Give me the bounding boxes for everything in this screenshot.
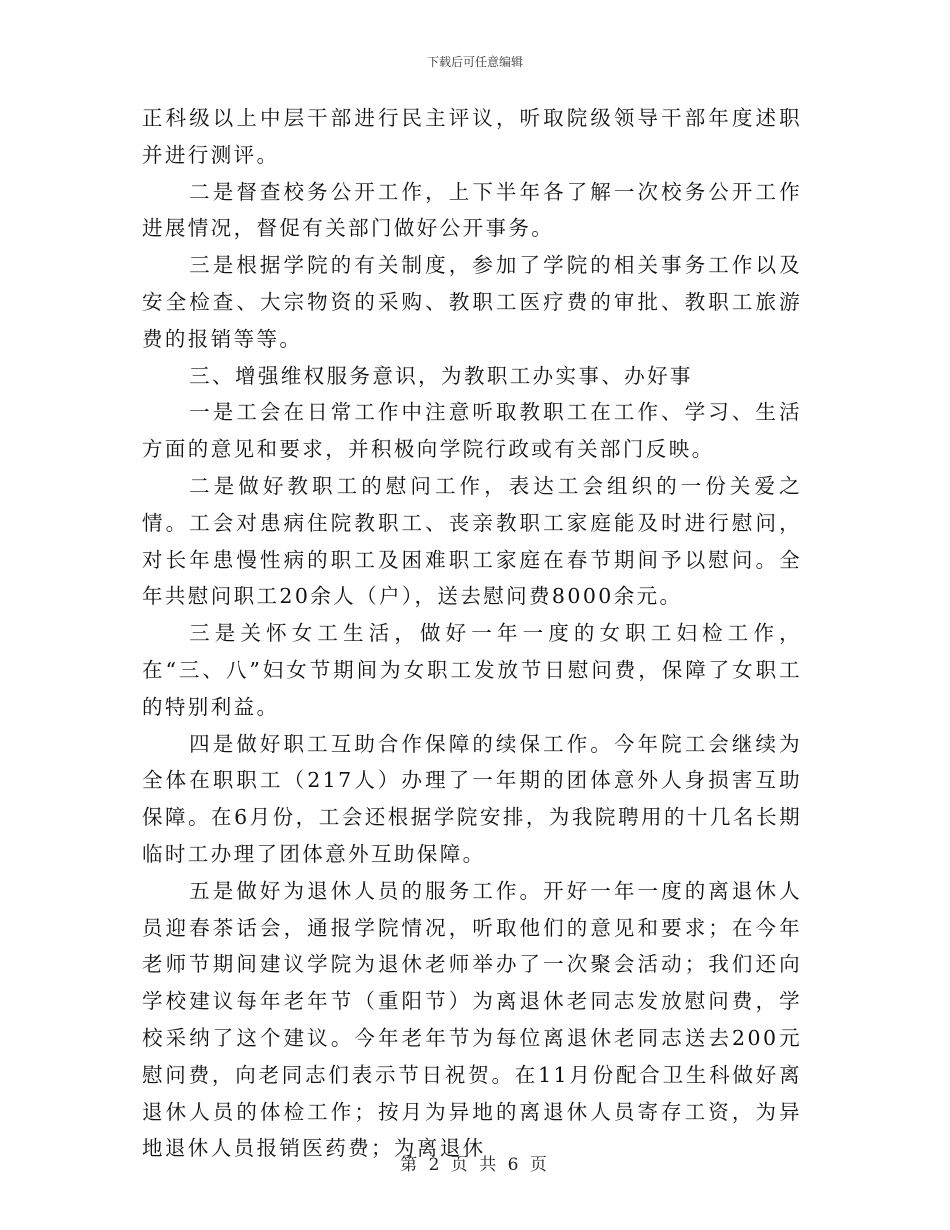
page-number: 第 2 页 共 6 页: [400, 1155, 550, 1175]
section-heading: 三、增强维权服务意识，为教职工办实事、办好事: [189, 363, 693, 388]
paragraph-1: 正科级以上中层干部进行民主评议，听取院级领导干部年度述职并进行测评。: [142, 106, 802, 167]
page-header: 下载后可任意编辑: [426, 55, 523, 69]
paragraph-3: 三是根据学院的有关制度，参加了学院的相关事务工作以及安全检查、大宗物资的采购、教职工医疗费的审批、教职工旅游费的报销等等。: [142, 253, 802, 351]
paragraph-2: 二是督查校务公开工作，上下半年各了解一次校务公开工作进展情况，督促有关部门做好公开事务。: [142, 179, 802, 241]
paragraph-8: 四是做好职工互助合作保障的续保工作。今年院工会继续为全体在职职工（217人）办理了一年期的团体意外人身损害互助保障。在6月份，工会还根据学院安排，为我院聘用的十几名长期临时工办理了团体意外互助保障。: [142, 731, 802, 866]
paragraph-5: 一是工会在日常工作中注意听取教职工在工作、学习、生活方面的意见和要求，并积极向学院行政或有关部门反映。: [142, 400, 802, 462]
document-body: [142, 100, 802, 1167]
paragraph-9: 五是做好为退休人员的服务工作。开好一年一度的离退休人员迎春茶话会，通报学院情况，听取他们的意见和要求；在今年老师节期间建议学院为退休老师举办了一次聚会活动；我们还向学校建议每年老年节（重阳节）为离退休老同志发放慰问费，学校采纳了这个建议。今年老年节为每位离退休老同志送去200元慰问费，向老同志们表示节日祝贺。在11月份配合卫生科做好离退休人员的体检工作；按月为异地的离退休人员寄存工资，为异地退休人员报销医药费；为离退休: [142, 878, 802, 1161]
paragraph-7: 三是关怀女工生活，做好一年一度的女职工妇检工作，在“三、八”妇女节期间为女职工发放节日慰问费，保障了女职工的特别利益。: [142, 621, 802, 719]
paragraph-6: 二是做好教职工的慰问工作，表达工会组织的一份关爱之情。工会对患病住院教职工、丧亲教职工家庭能及时进行慰问，对长年患慢性病的职工及困难职工家庭在春节期间予以慰问。全年共慰问职工20余人（户），送去慰问费8000余元。: [142, 473, 802, 609]
